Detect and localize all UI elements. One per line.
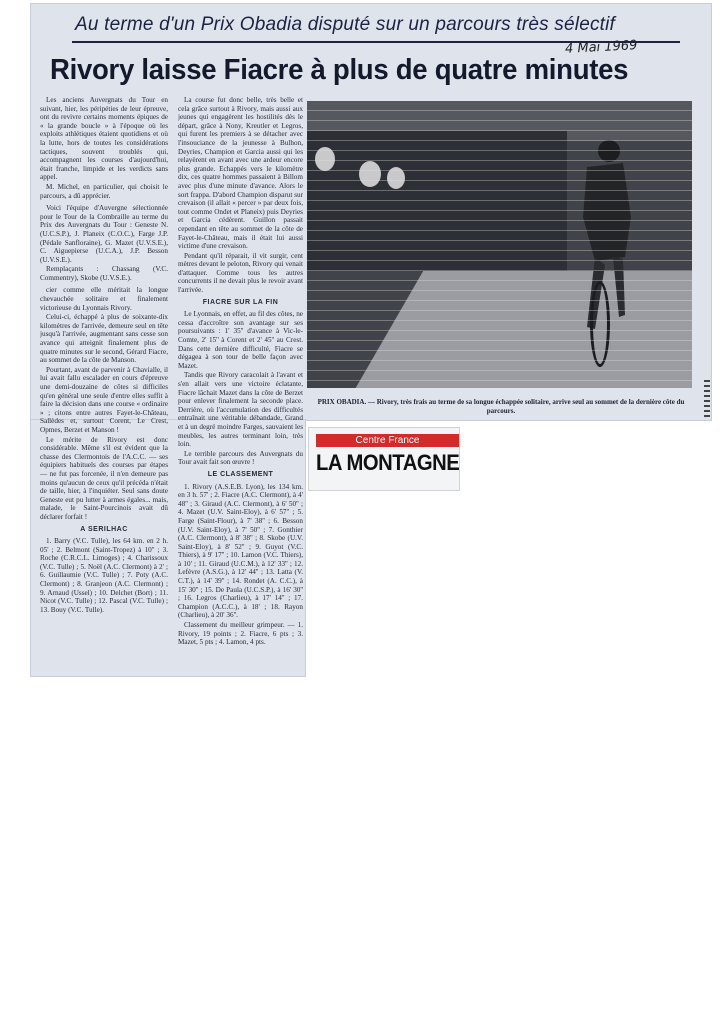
column2-paragraph: La course fut donc belle, très belle et cela grâce surtout à Rivory, mais aussi aux jeunes qui engagèrent les hostilités dès le départ, grâce à Nony, Kreutler et Legros, qui furent les premiers à se détacher avec l'insouciance de la jeunesse à Bulhon, Deyries, Champion et Garcia aussi qui les relayèrent en avant avec une ardeur encore plus grande. Echappés vers le kilomètre dix, ces quatre hommes passaient à Billom avec plus d'une minute d'avance. Alors le sort frappa. D'abord Champion disparut sur crevaison (il allait « percer » par deux fois, tout comme Ondet et Planeix) puis Deyries et Garcia cédèrent. Guillon passait cependant en tête au sommet de la côte de Fayet-le-Château, mais il était lui aussi victime d'une crevaison. bbox=[178, 96, 303, 251]
race-photo bbox=[307, 101, 692, 388]
article-headline: Rivory laisse Fiacre à plus de quatre minutes bbox=[50, 54, 629, 86]
logo-name: LA MONTAGNE bbox=[316, 450, 460, 475]
column2-paragraph: Le Lyonnais, en effet, au fil des côtes, ne cessa d'accroître son avantage sur ses poursuivants : 1' 35'' d'avance à Vic-le-Comte, 2' 15'' à Corent et 2' 45'' au Crest. Dans cette dernière difficulté, Fiacre se dégagea à son tour de belle façon avec Mazet. bbox=[178, 310, 303, 370]
subhead-classement: LE CLASSEMENT bbox=[207, 470, 274, 478]
serilhac-results: 1. Barry (V.C. Tulle), les 64 km. en 2 h. 05' ; 2. Belmont (Saint-Tropez) à 10'' ; 3. Roche (C.R.C.L. Limoges) ; 4. Charissoux (V.C. Tulle) ; 5. Noël (A.C. Clermont) à 2' ; 6. Guillaumie (V.C. Tulle) ; 7. Poty (A.C. Clermont) ; 8. Granjeon (A.C. Clermont) ; 9. Arnaud (Ussel) ; 10. Delchet (Bort) ; 11. Nicot (V.C. Tulle) ; 12. Pascal (V.C. Tulle) ; 13. Bouy (V.C. Tulle). bbox=[40, 537, 168, 614]
logo-band: Centre France bbox=[316, 434, 459, 447]
classement-results: 1. Rivory (A.S.E.B. Lyon), les 134 km. en 3 h. 57' ; 2. Fiacre (A.C. Clermont), à 4' 48'' ; 3. Giraud (A.C. Clermont), à 6' 50'' ; 4. Mazet (U.V. Saint-Eloy), à 6' 57'' ; 5. Farge (Saint-Flour), à 7' 38'' ; 6. Besson (U.V. Saint-Eloy), à 7' 50'' ; 7. Gonthier (A.C. Clermont), à 8' 38'' ; 8. Skobe (U.V. Saint-Eloy), à 8' 52'' ; 9. Guyot (V.C. Thiers), à 9' 17'' ; 10. Lamon (V.C. Thiers), à 10' ; 11. Giraud (U.C.M.), à 12' 33'' ; 12. Lefèvre (A.S.G.), à 12' 44'' ; 13. Latta (V. C.T.), à 14' 39'' ; 14. Rondet (A. C.C.), à 15' 30'' ; 15. De Paula (U.C.S.P.), à 16' 30'' ; 16. Legros (Charlieu), à 17' 14'' ; 17. Champion (A.C.C.), à 18' ; 18. Rayon (Charlieu), à 20' 36''. bbox=[178, 482, 303, 620]
team-substitutes: Remplaçants : Chassang (V.C. Commentry), Skobe (U.V.S.E.). bbox=[40, 265, 168, 282]
photo-scan-streaks bbox=[307, 101, 692, 388]
column1-paragraph: Pourtant, avant de parvenir à Chavialle, il lui avait fallu escalader en cours d'épreuve une demi-douzaine de côtes si difficiles qu'en général une seule d'entre elles suffit à faire la décision dans une course « ordinaire » ; citons entre autres Fayet-le-Château, Sallèdes et, surtout Corent, Le Crest, Opmes, Berzet et Manson ! bbox=[40, 365, 168, 434]
column2-paragraph: Pendant qu'il réparait, il vit surgir, cent mètres devant le peloton, Rivory qui venait d'attaquer. Comme tous les autres concurrents il ne devait plus le revoir avant l'arrivée. bbox=[178, 251, 303, 295]
grimpeur-results: Classement du meilleur grimpeur. — 1. Rivory, 19 points ; 2. Fiacre, 6 pts ; 3. Mazet, 5 pts ; 4. Lamon, 4 pts. bbox=[178, 621, 303, 647]
column1-paragraph: Le mérite de Rivory est donc considérable. Même s'il est évident que la chasse des Clermontois de l'A.C.C. — ses équipiers habituels des courses par étapes — ne fut pas forcenée, il n'en demeure pas moins qu'aucun de ceux qu'il précéda n'était de taille, hier, à l'inquiéter. Seul sans doute Geneste eut pu lutter à armes égales... mais, malade, le Saint-Pourcinois avait dû déclarer forfait ! bbox=[40, 435, 168, 521]
subhead-serilhac: A SERILHAC bbox=[80, 525, 128, 533]
column1-paragraph: Celui-ci, échappé à plus de soixante-dix kilomètres de l'arrivée, demeure seul en tête jusqu'à l'arrivée, augmentant sans cesse son avance qui atteignit finalement plus de quatre minutes sur le second, Gérard Fiacre, au sommet de la côte de Manson. bbox=[40, 313, 168, 365]
subhead-fiacre: FIACRE SUR LA FIN bbox=[202, 298, 279, 306]
handwritten-date: 4 Mai 1969 bbox=[564, 38, 638, 57]
photo-caption: PRIX OBADIA. — Rivory, très frais au terme de sa longue échappée solitaire, arrive seul au sommet de la dernière côte du parcours. bbox=[317, 398, 685, 415]
column2-paragraph: Le terrible parcours des Auvergnats du Tour avait fait son œuvre ! bbox=[178, 449, 303, 467]
column1-paragraph: cier comme elle méritait la longue chevauchée solitaire et finalement victorieuse du Lyonnais Rivory. bbox=[40, 286, 168, 312]
newspaper-logo bbox=[309, 428, 459, 490]
column1-paragraph: Les anciens Auvergnats du Tour en suivant, hier, les péripéties de leur épreuve, ont du revivre certains moments épiques de « la grande boucle » à l'époque où les exploits athlétiques étaient quotidiens et où la lutte, hors de toutes les considérations tactiques, souvent troublés qui, accompagnent les courses d'aujourd'hui, était franche, limpide et les verdicts sans appel. bbox=[40, 96, 168, 182]
article-column-1 bbox=[40, 96, 168, 666]
column1-paragraph: M. Michel, en particulier, qui choisit le parcours, a dû apprécier. bbox=[40, 182, 168, 200]
article-column-2 bbox=[178, 96, 303, 666]
column2-paragraph: Tandis que Rivory caracolait à l'avant et s'en allait vers une victoire éclatante, Fiacre lâchait Mazet dans la côte de Berzet pour enlever finalement la seconde place. Derrière, où l'accumulation des difficultés entraînait une véritable débandade, Grand et à un degré moindre Farges, sauvaient les meubles, les autres terminant loin, très loin. bbox=[178, 371, 303, 449]
team-selection-box: Voici l'équipe d'Auvergne sélectionnée pour le Tour de la Combraille au terme du Prix des Auvergnats du Tour : Geneste N. (U.C.S.P.), J. Planeix (C.O.C.), Farge J.P. (Pédale Sanfloraine), G. Mazet (U.V.S.E.), C. Aiguepierse (U.C.A.), J.P. Besson (U.V.S.E.). bbox=[40, 204, 168, 264]
clipping-edge-mark bbox=[704, 380, 710, 420]
article-kicker: Au terme d'un Prix Obadia disputé sur un parcours très sélectif bbox=[75, 14, 616, 35]
